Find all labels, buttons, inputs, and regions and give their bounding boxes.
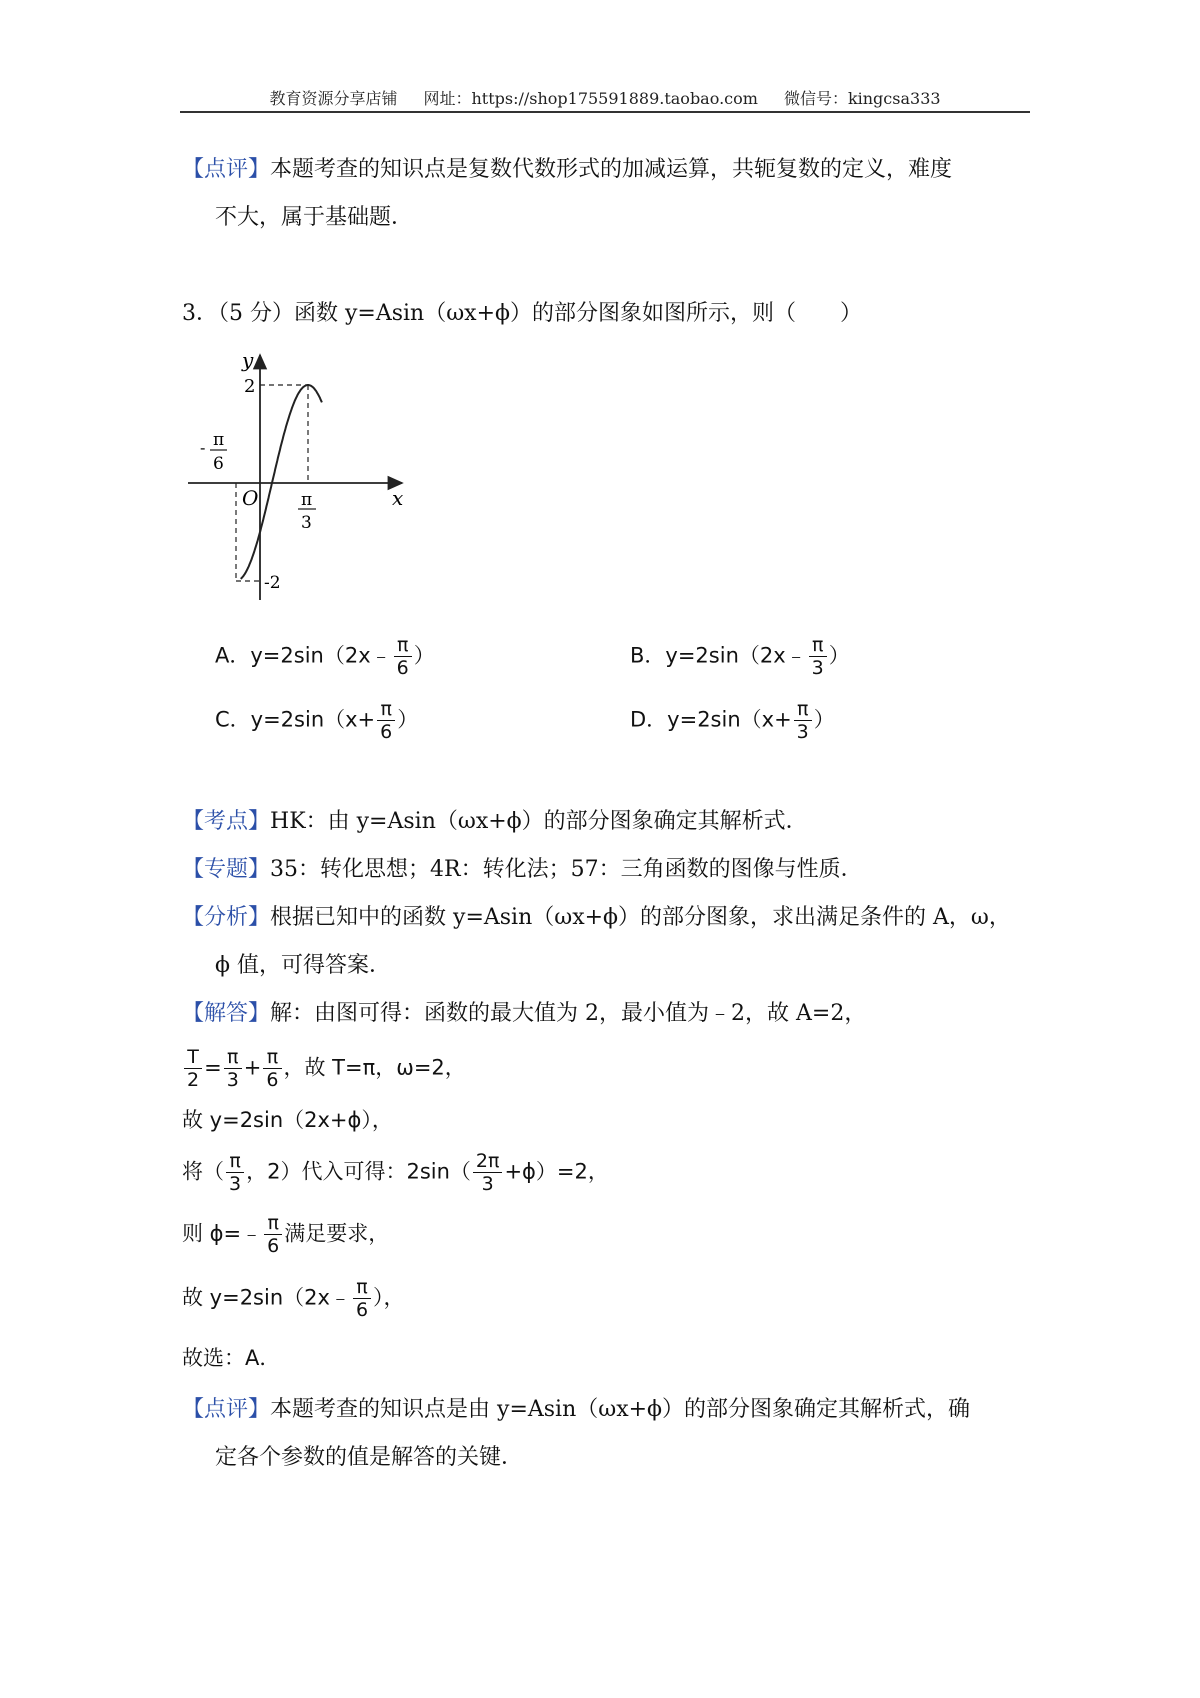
fenxi-tag: 【分析】 — [182, 905, 271, 930]
kaodian-line: 【考点】HK：由 y=Asin（ωx+ϕ）的部分图象确定其解析式． — [182, 809, 808, 834]
prev-comment-line1 — [182, 156, 952, 184]
prev-comment-text: 本题考查的知识点是复数代数形式的加减运算，共轭复数的定义，难度 — [270, 157, 953, 182]
frac-t-2: $\frac{T}{2}$ — [184, 1046, 202, 1091]
origin-label: O — [242, 486, 259, 510]
frac-pi-6-c: $\frac{\pi}{6}$ — [353, 1276, 371, 1321]
frac-2pi-3: $\frac{2\pi}{3}$ — [473, 1150, 503, 1195]
solution-line2: $\frac{T}{2}$ = $\frac{\pi}{3}$ + $\frac{\pi}{6}$ ，故 T=π，ω=2， — [182, 1046, 466, 1091]
option-c-frac: $\frac{\pi}{6}$ — [377, 698, 395, 743]
option-d-frac: $\frac{\pi}{3}$ — [794, 698, 812, 743]
frac-pi-3: $\frac{\pi}{3}$ — [224, 1046, 242, 1091]
max-label: 2 — [244, 376, 256, 397]
function-graph — [180, 345, 420, 610]
solution-tag: 【解答】 — [182, 1001, 271, 1026]
header-rule — [180, 111, 1030, 113]
neg-frac-num: π — [213, 430, 225, 450]
zhuanti-line: 【专题】35：转化思想；4R：转化法；57：三角函数的图像与性质． — [182, 857, 863, 882]
pos-frac-den: 3 — [301, 513, 312, 533]
option-b-frac: $\frac{\pi}{3}$ — [809, 634, 827, 679]
pos-frac-num: π — [301, 490, 313, 510]
frac-pi-6-b: $\frac{\pi}{6}$ — [264, 1212, 282, 1257]
prev-comment-tag: 【点评】 — [182, 157, 271, 182]
min-label: -2 — [264, 573, 281, 593]
x-axis-label: x — [392, 486, 404, 510]
option-c[interactable]: C．y=2sin（x+ $\frac{\pi}{6}$ ） — [215, 698, 419, 743]
comment-line1: 【点评】本题考查的知识点是由 y=Asin（ωx+ϕ）的部分图象确定其解析式，确 — [182, 1397, 971, 1422]
fenxi-line2: ϕ 值，可得答案． — [215, 953, 391, 978]
header-wechat: 微信号：kingcsa333 — [783, 89, 941, 108]
page-header — [180, 86, 1030, 109]
frac-pi-3-b: $\frac{\pi}{3}$ — [226, 1150, 244, 1195]
frac-pi-6: $\frac{\pi}{6}$ — [263, 1046, 281, 1091]
question-stem: 3．（5 分）函数 y=Asin（ωx+ϕ）的部分图象如图所示，则（ ） — [182, 301, 863, 326]
option-a[interactable]: A．y=2sin（2x﹣ $\frac{\pi}{6}$ ） — [215, 634, 435, 679]
option-d[interactable]: D．y=2sin（x+ $\frac{\pi}{3}$ ） — [630, 698, 835, 743]
option-b[interactable]: B．y=2sin（2x﹣ $\frac{\pi}{3}$ ） — [630, 634, 850, 679]
neg-frac-den: 6 — [213, 454, 224, 474]
kaodian-tag: 【考点】 — [182, 809, 271, 834]
y-axis-label: y — [242, 348, 254, 372]
neg-frac-sign: - — [200, 438, 206, 457]
solution-line4: 将（ $\frac{\pi}{3}$ ，2）代入可得：2sin（ $\frac{2\pi}{3}$ +ϕ）=2， — [182, 1150, 609, 1195]
header-shop: 教育资源分享店铺 — [269, 89, 398, 108]
solution-line3: 故 y=2sin（2x+ϕ）， — [182, 1108, 393, 1132]
solution-line5: 则 ϕ=﹣ $\frac{\pi}{6}$ 满足要求， — [182, 1212, 390, 1257]
sine-curve — [241, 385, 322, 579]
solution-line6: 故 y=2sin（2x﹣ $\frac{\pi}{6}$ ）， — [182, 1276, 405, 1321]
prev-comment-line2: 不大，属于基础题． — [215, 205, 414, 230]
solution-line7: 故选：A． — [182, 1346, 281, 1370]
solution-line1: 【解答】解：由图可得：函数的最大值为 2，最小值为﹣2，故 A=2， — [182, 1001, 867, 1026]
option-a-frac: $\frac{\pi}{6}$ — [394, 634, 412, 679]
comment-line2: 定各个参数的值是解答的关键． — [215, 1445, 524, 1470]
fenxi-line1: 【分析】根据已知中的函数 y=Asin（ωx+ϕ）的部分图象，求出满足条件的 A，ω， — [182, 905, 1011, 930]
comment-tag: 【点评】 — [182, 1397, 271, 1422]
zhuanti-tag: 【专题】 — [182, 857, 271, 882]
header-site: 网址：https://shop175591889.taobao.com — [423, 89, 758, 108]
